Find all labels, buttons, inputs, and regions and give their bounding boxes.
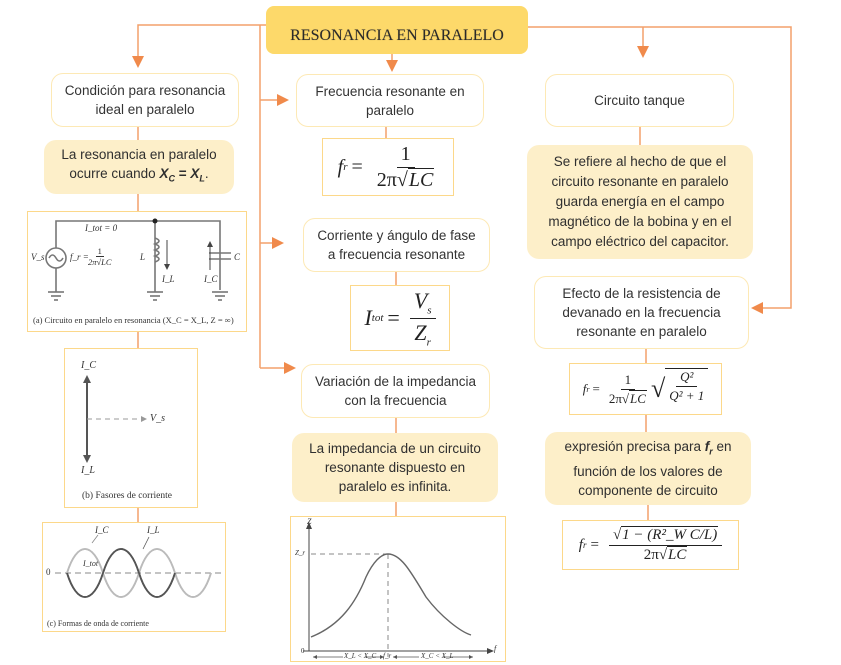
- node-label: Condición para resonancia ideal en paralelo: [64, 83, 226, 117]
- node-winding-resistance-effect: [534, 276, 749, 349]
- node-resonant-frequency: [296, 74, 484, 127]
- wave-zero-label: 0: [46, 567, 51, 577]
- node-label: Circuito tanque: [594, 93, 685, 108]
- figure-c-caption: (c) Formas de onda de corriente: [47, 619, 149, 628]
- right-region-label: X_C < X_L: [421, 652, 454, 660]
- phasor-vs-label: V_s: [150, 413, 165, 424]
- phasor-il-label: I_L: [81, 465, 95, 476]
- note-infinite-impedance: [292, 433, 498, 502]
- node-tank-circuit: [545, 74, 734, 127]
- note-text: Se refiere al hecho de que el circuito resonante en paralelo guarda energía en el campo magnético de la bobina y en el campo eléctrico del capacitor.: [548, 154, 732, 249]
- zr-label: Z_r: [295, 549, 306, 557]
- note-precise-expression: [545, 432, 751, 505]
- fraction: $\frac{1}{2\pi√LC}$: [376, 142, 434, 191]
- formula-precise-resonant-frequency: f r = $\frac{\text{√1 − (R²\_W C/L)}}{2\pi√LC}$: [562, 520, 739, 570]
- phasor-diagram: [65, 349, 197, 507]
- x-axis-label: f: [494, 644, 497, 653]
- node-label: Variación de la impedancia con la frecuencia: [314, 374, 477, 408]
- node-label: Frecuencia resonante en paralelo: [315, 83, 465, 118]
- note-text: La impedancia de un circuito resonante dispuesto en paralelo es infinita.: [309, 441, 481, 494]
- node-impedance-variation: [301, 364, 490, 418]
- note-text: expresión precisa para $f_r$ en función de los valores de componente de circuito: [564, 439, 732, 498]
- vs-label: V_s: [31, 252, 45, 262]
- wave-ic-label: I_C: [95, 525, 109, 535]
- note-tank-circuit: [527, 145, 753, 259]
- note-text: La resonancia en paralelo ocurre cuando $X_C = X_L$.: [61, 147, 217, 184]
- node-ideal-resonance-condition: [51, 73, 239, 127]
- note-resonance-condition: [44, 140, 234, 194]
- fr-label: f_r =: [70, 252, 89, 262]
- phasor-ic-label: I_C: [81, 360, 96, 371]
- node-label: Corriente y ángulo de fase a frecuencia resonante: [317, 228, 476, 262]
- capacitor-label: C: [234, 252, 241, 262]
- main-title: RESONANCIA EN PARALELO: [266, 6, 528, 54]
- ic-label: I_C: [204, 274, 218, 284]
- waveform-plot: [43, 523, 225, 631]
- fraction: $\frac{V_s}{Z_r}$: [410, 288, 436, 348]
- figure-parallel-circuit: [27, 211, 247, 332]
- fr-mark-label: f_r: [383, 652, 392, 660]
- circuit-schematic: [28, 212, 246, 331]
- wave-itot-label: I_tot: [83, 559, 99, 568]
- figure-impedance-curve: [290, 516, 506, 662]
- figure-b-caption: (b) Fasores de corriente: [82, 491, 172, 501]
- fraction: $\frac{\text{√1 − (R²\_W C/L)}}{2\pi√LC}$: [609, 527, 722, 564]
- fraction: $\frac{1}{2\pi√LC}$: [608, 371, 646, 406]
- il-label: I_L: [162, 274, 175, 284]
- origin-label: 0: [301, 647, 305, 655]
- itot-label: I_tot = 0: [85, 223, 118, 233]
- figure-current-waveforms: [42, 522, 226, 632]
- formula-resonant-frequency: f r = $\frac{1}{2\pi√LC}$: [322, 138, 454, 196]
- y-axis-label: Z: [307, 517, 312, 526]
- figure-current-phasors: [64, 348, 198, 508]
- left-region-label: X_L < X_C: [344, 652, 377, 660]
- impedance-plot: [291, 517, 505, 661]
- node-label: Efecto de la resistencia de devanado en la frecuencia resonante en paralelo: [562, 286, 721, 339]
- inductor-label: L: [140, 252, 146, 262]
- figure-a-caption: (a) Circuito en paralelo en resonancia (X_C = X_L, Z = ∞): [33, 315, 234, 325]
- formula-winding-resistance: f r = $\frac{1}{2\pi√LC}$ √ $\frac{\text{Q²}}{\text{Q² + 1}}$: [569, 363, 722, 415]
- node-current-phase-angle: [303, 218, 490, 272]
- formula-total-current: I tot = $\frac{V_s}{Z_r}$: [350, 285, 450, 351]
- fr-fraction: 1 2π√LC: [88, 246, 112, 267]
- wave-il-label: I_L: [147, 525, 160, 535]
